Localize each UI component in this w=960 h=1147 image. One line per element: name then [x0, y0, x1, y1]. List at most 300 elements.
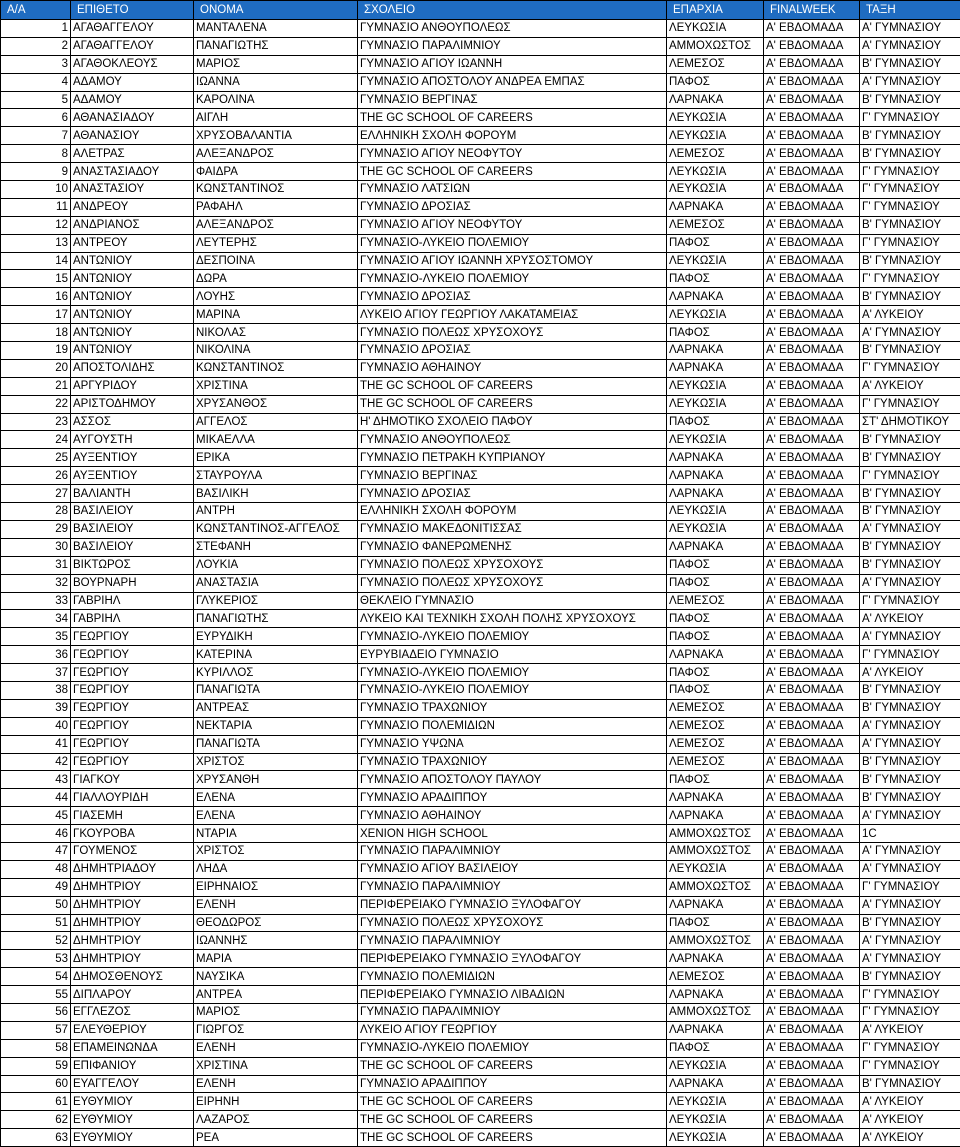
district-cell: ΛΕΥΚΩΣΙΑ: [667, 1093, 764, 1111]
row-number: 56: [1, 1003, 71, 1021]
row-number: 10: [1, 181, 71, 199]
surname-cell: ΓΙΑΓΚΟΥ: [71, 771, 194, 789]
district-cell: ΛΑΡΝΑΚΑ: [667, 789, 764, 807]
row-number: 25: [1, 449, 71, 467]
table-row: [1, 198, 960, 216]
school-cell: ΠΕΡΙΦΕΡΕΙΑΚΟ ΓΥΜΝΑΣΙΟ ΛΙΒΑΔΙΩΝ: [358, 986, 667, 1004]
surname-cell: ΓΕΩΡΓΙΟΥ: [71, 646, 194, 664]
surname-cell: ΒΙΚΤΩΡΟΣ: [71, 556, 194, 574]
surname-cell: ΔΗΜΗΤΡΙΟΥ: [71, 878, 194, 896]
table-row: [1, 306, 960, 324]
district-cell: ΛΕΜΕΣΟΣ: [667, 592, 764, 610]
surname-cell: ΔΗΜΟΣΘΕΝΟΥΣ: [71, 968, 194, 986]
name-cell: ΛΟΥΚΙΑ: [194, 556, 358, 574]
name-cell: ΠΑΝΑΓΙΩΤΑ: [194, 735, 358, 753]
row-number: 46: [1, 825, 71, 843]
district-cell: ΠΑΦΟΣ: [667, 914, 764, 932]
surname-cell: ΔΗΜΗΤΡΙΟΥ: [71, 896, 194, 914]
row-number: 21: [1, 377, 71, 395]
school-cell: ΓΥΜΝΑΣΙΟ ΠΟΛΕΜΙΔΙΩΝ: [358, 968, 667, 986]
row-number: 17: [1, 306, 71, 324]
finalweek-cell: Α' ΕΒΔΟΜΑΔΑ: [764, 807, 860, 825]
table-row: [1, 896, 960, 914]
surname-cell: ΓΕΩΡΓΙΟΥ: [71, 753, 194, 771]
school-cell: ΓΥΜΝΑΣΙΟ-ΛΥΚΕΙΟ ΠΟΛΕΜΙΟΥ: [358, 234, 667, 252]
district-cell: ΛΕΥΚΩΣΙΑ: [667, 860, 764, 878]
table-row: [1, 359, 960, 377]
row-number: 2: [1, 37, 71, 55]
name-cell: ΔΕΣΠΟΙΝΑ: [194, 252, 358, 270]
row-number: 4: [1, 73, 71, 91]
row-number: 23: [1, 413, 71, 431]
grade-cell: Β' ΓΥΜΝΑΣΙΟΥ: [860, 503, 960, 521]
name-cell: ΝΑΥΣΙΚΑ: [194, 968, 358, 986]
finalweek-cell: Α' ΕΒΔΟΜΑΔΑ: [764, 610, 860, 628]
grade-cell: ΣΤ' ΔΗΜΟΤΙΚΟΥ: [860, 413, 960, 431]
school-cell: ΓΥΜΝΑΣΙΟ ΑΓΙΟΥ ΒΑΣΙΛΕΙΟΥ: [358, 860, 667, 878]
surname-cell: ΔΙΠΛΑΡΟΥ: [71, 986, 194, 1004]
school-cell: ΓΥΜΝΑΣΙΟ ΠΟΛΕΩΣ ΧΡΥΣΟΧΟΥΣ: [358, 324, 667, 342]
school-cell: ΠΕΡΙΦΕΡΕΙΑΚΟ ΓΥΜΝΑΣΙΟ ΞΥΛΟΦΑΓΟΥ: [358, 896, 667, 914]
surname-cell: ΑΝΤΡΕΟΥ: [71, 234, 194, 252]
grade-cell: Γ' ΓΥΜΝΑΣΙΟΥ: [860, 109, 960, 127]
district-cell: ΛΑΡΝΑΚΑ: [667, 896, 764, 914]
school-cell: ΕΛΛΗΝΙΚΗ ΣΧΟΛΗ ΦΟΡΟΥΜ: [358, 127, 667, 145]
district-cell: ΛΑΡΝΑΚΑ: [667, 198, 764, 216]
grade-cell: Γ' ΓΥΜΝΑΣΙΟΥ: [860, 1039, 960, 1057]
name-cell: ΕΛΕΝΗ: [194, 896, 358, 914]
table-row: [1, 842, 960, 860]
school-cell: ΓΥΜΝΑΣΙΟ ΠΑΡΑΛΙΜΝΙΟΥ: [358, 1003, 667, 1021]
table-row: [1, 968, 960, 986]
surname-cell: ΑΓΑΘΑΓΓΕΛΟΥ: [71, 20, 194, 38]
finalweek-cell: Α' ΕΒΔΟΜΑΔΑ: [764, 646, 860, 664]
name-cell: ΛΗΔΑ: [194, 860, 358, 878]
table-row: [1, 592, 960, 610]
district-cell: ΛΑΡΝΑΚΑ: [667, 91, 764, 109]
table-row: [1, 467, 960, 485]
name-cell: ΙΩΑΝΝΗΣ: [194, 932, 358, 950]
row-number: 41: [1, 735, 71, 753]
district-cell: ΛΑΡΝΑΚΑ: [667, 950, 764, 968]
district-cell: ΠΑΦΟΣ: [667, 628, 764, 646]
table-row: [1, 395, 960, 413]
grade-cell: Β' ΓΥΜΝΑΣΙΟΥ: [860, 968, 960, 986]
name-cell: ΒΑΣΙΛΙΚΗ: [194, 485, 358, 503]
grade-cell: Β' ΓΥΜΝΑΣΙΟΥ: [860, 485, 960, 503]
row-number: 13: [1, 234, 71, 252]
school-cell: ΓΥΜΝΑΣΙΟ ΑΝΘΟΥΠΟΛΕΩΣ: [358, 20, 667, 38]
district-cell: ΛΕΥΚΩΣΙΑ: [667, 1111, 764, 1129]
table-body: [1, 20, 960, 1147]
name-cell: ΙΩΑΝΝΑ: [194, 73, 358, 91]
row-number: 37: [1, 664, 71, 682]
table-row: [1, 1057, 960, 1075]
table-row: [1, 878, 960, 896]
grade-cell: Β' ΓΥΜΝΑΣΙΟΥ: [860, 252, 960, 270]
header-finalweek: FINALWEEK: [764, 1, 860, 20]
district-cell: ΑΜΜΟΧΩΣΤΟΣ: [667, 932, 764, 950]
header-grade: ΤΑΞΗ: [860, 1, 960, 20]
table-row: [1, 932, 960, 950]
row-number: 9: [1, 163, 71, 181]
grade-cell: Α' ΓΥΜΝΑΣΙΟΥ: [860, 807, 960, 825]
table-row: [1, 610, 960, 628]
school-cell: ΛΥΚΕΙΟ ΑΓΙΟΥ ΓΕΩΡΓΙΟΥ ΛΑΚΑΤΑΜΕΙΑΣ: [358, 306, 667, 324]
table-row: [1, 234, 960, 252]
surname-cell: ΕΥΘΥΜΙΟΥ: [71, 1111, 194, 1129]
name-cell: ΑΝΤΡΕΑΣ: [194, 699, 358, 717]
finalweek-cell: Α' ΕΒΔΟΜΑΔΑ: [764, 324, 860, 342]
district-cell: ΛΕΥΚΩΣΙΑ: [667, 181, 764, 199]
grade-cell: Β' ΓΥΜΝΑΣΙΟΥ: [860, 789, 960, 807]
name-cell: ΠΑΝΑΓΙΩΤΗΣ: [194, 610, 358, 628]
district-cell: ΑΜΜΟΧΩΣΤΟΣ: [667, 1003, 764, 1021]
surname-cell: ΔΗΜΗΤΡΙΟΥ: [71, 914, 194, 932]
grade-cell: Β' ΓΥΜΝΑΣΙΟΥ: [860, 681, 960, 699]
grade-cell: Γ' ΓΥΜΝΑΣΙΟΥ: [860, 467, 960, 485]
row-number: 31: [1, 556, 71, 574]
row-number: 45: [1, 807, 71, 825]
surname-cell: ΑΔΑΜΟΥ: [71, 73, 194, 91]
grade-cell: Γ' ΓΥΜΝΑΣΙΟΥ: [860, 163, 960, 181]
school-cell: ΓΥΜΝΑΣΙΟ ΑΓΙΟΥ ΙΩΑΝΝΗ: [358, 55, 667, 73]
school-cell: THE GC SCHOOL OF CAREERS: [358, 1057, 667, 1075]
school-cell: ΓΥΜΝΑΣΙΟ ΥΨΩΝΑ: [358, 735, 667, 753]
surname-cell: ΑΡΙΣΤΟΔΗΜΟΥ: [71, 395, 194, 413]
name-cell: ΧΡΙΣΤΙΝΑ: [194, 377, 358, 395]
district-cell: ΛΕΥΚΩΣΙΑ: [667, 109, 764, 127]
finalweek-cell: Α' ΕΒΔΟΜΑΔΑ: [764, 198, 860, 216]
name-cell: ΛΕΥΤΕΡΗΣ: [194, 234, 358, 252]
school-cell: ΓΥΜΝΑΣΙΟ ΛΑΤΣΙΩΝ: [358, 181, 667, 199]
table-row: [1, 342, 960, 360]
header-row: [1, 1, 960, 20]
name-cell: ΘΕΟΔΩΡΟΣ: [194, 914, 358, 932]
finalweek-cell: Α' ΕΒΔΟΜΑΔΑ: [764, 538, 860, 556]
finalweek-cell: Α' ΕΒΔΟΜΑΔΑ: [764, 20, 860, 38]
row-number: 5: [1, 91, 71, 109]
row-number: 39: [1, 699, 71, 717]
row-number: 51: [1, 914, 71, 932]
finalweek-cell: Α' ΕΒΔΟΜΑΔΑ: [764, 664, 860, 682]
row-number: 6: [1, 109, 71, 127]
surname-cell: ΑΥΞΕΝΤΙΟΥ: [71, 467, 194, 485]
school-cell: ΓΥΜΝΑΣΙΟ ΑΓΙΟΥ ΝΕΟΦΥΤΟΥ: [358, 145, 667, 163]
district-cell: ΠΑΦΟΣ: [667, 73, 764, 91]
finalweek-cell: Α' ΕΒΔΟΜΑΔΑ: [764, 1021, 860, 1039]
row-number: 53: [1, 950, 71, 968]
grade-cell: Β' ΓΥΜΝΑΣΙΟΥ: [860, 127, 960, 145]
finalweek-cell: Α' ΕΒΔΟΜΑΔΑ: [764, 860, 860, 878]
surname-cell: ΓΕΩΡΓΙΟΥ: [71, 664, 194, 682]
school-cell: ΓΥΜΝΑΣΙΟ ΑΓΙΟΥ ΝΕΟΦΥΤΟΥ: [358, 216, 667, 234]
surname-cell: ΑΘΑΝΑΣΙΑΔΟΥ: [71, 109, 194, 127]
surname-cell: ΕΠΑΜΕΙΝΩΝΔΑ: [71, 1039, 194, 1057]
table-row: [1, 127, 960, 145]
header-aa: Α/Α: [1, 1, 71, 20]
finalweek-cell: Α' ΕΒΔΟΜΑΔΑ: [764, 574, 860, 592]
name-cell: ΜΑΡΙΟΣ: [194, 55, 358, 73]
school-cell: ΓΥΜΝΑΣΙΟ ΔΡΟΣΙΑΣ: [358, 288, 667, 306]
name-cell: ΧΡΥΣΑΝΘΟΣ: [194, 395, 358, 413]
table-row: [1, 646, 960, 664]
school-cell: ΓΥΜΝΑΣΙΟ ΑΘΗΑΙΝΟΥ: [358, 807, 667, 825]
surname-cell: ΑΛΕΤΡΑΣ: [71, 145, 194, 163]
district-cell: ΛΕΜΕΣΟΣ: [667, 968, 764, 986]
grade-cell: Α' ΛΥΚΕΙΟΥ: [860, 1093, 960, 1111]
school-cell: ΓΥΜΝΑΣΙΟ ΦΑΝΕΡΩΜΕΝΗΣ: [358, 538, 667, 556]
name-cell: ΕΛΕΝΗ: [194, 1075, 358, 1093]
row-number: 55: [1, 986, 71, 1004]
name-cell: ΑΝΑΣΤΑΣΙΑ: [194, 574, 358, 592]
table-row: [1, 1093, 960, 1111]
finalweek-cell: Α' ΕΒΔΟΜΑΔΑ: [764, 592, 860, 610]
grade-cell: Α' ΛΥΚΕΙΟΥ: [860, 610, 960, 628]
district-cell: ΛΑΡΝΑΚΑ: [667, 807, 764, 825]
district-cell: ΠΑΦΟΣ: [667, 610, 764, 628]
finalweek-cell: Α' ΕΒΔΟΜΑΔΑ: [764, 91, 860, 109]
table-row: [1, 628, 960, 646]
table-row: [1, 216, 960, 234]
table-row: [1, 717, 960, 735]
grade-cell: Γ' ΓΥΜΝΑΣΙΟΥ: [860, 359, 960, 377]
name-cell: ΝΕΚΤΑΡΙΑ: [194, 717, 358, 735]
row-number: 18: [1, 324, 71, 342]
name-cell: ΝΤΑΡΙΑ: [194, 825, 358, 843]
row-number: 22: [1, 395, 71, 413]
district-cell: ΛΕΜΕΣΟΣ: [667, 55, 764, 73]
finalweek-cell: Α' ΕΒΔΟΜΑΔΑ: [764, 37, 860, 55]
finalweek-cell: Α' ΕΒΔΟΜΑΔΑ: [764, 789, 860, 807]
grade-cell: Β' ΓΥΜΝΑΣΙΟΥ: [860, 771, 960, 789]
name-cell: ΜΑΡΙΑ: [194, 950, 358, 968]
surname-cell: ΒΑΣΙΛΕΙΟΥ: [71, 520, 194, 538]
name-cell: ΑΛΕΞΑΝΔΡΟΣ: [194, 216, 358, 234]
row-number: 1: [1, 20, 71, 38]
surname-cell: ΒΟΥΡΝΑΡΗ: [71, 574, 194, 592]
name-cell: ΡΕΑ: [194, 1129, 358, 1147]
district-cell: ΠΑΦΟΣ: [667, 270, 764, 288]
district-cell: ΛΕΜΕΣΟΣ: [667, 717, 764, 735]
school-cell: ΓΥΜΝΑΣΙΟ ΤΡΑΧΩΝΙΟΥ: [358, 753, 667, 771]
finalweek-cell: Α' ΕΒΔΟΜΑΔΑ: [764, 270, 860, 288]
row-number: 57: [1, 1021, 71, 1039]
school-cell: ΓΥΜΝΑΣΙΟ ΔΡΟΣΙΑΣ: [358, 485, 667, 503]
finalweek-cell: Α' ΕΒΔΟΜΑΔΑ: [764, 842, 860, 860]
name-cell: ΓΛΥΚΕΡΙΟΣ: [194, 592, 358, 610]
table-row: [1, 449, 960, 467]
table-row: [1, 825, 960, 843]
school-cell: THE GC SCHOOL OF CAREERS: [358, 1129, 667, 1147]
district-cell: ΛΑΡΝΑΚΑ: [667, 1075, 764, 1093]
school-cell: ΓΥΜΝΑΣΙΟ ΠΑΡΑΛΙΜΝΙΟΥ: [358, 842, 667, 860]
table-row: [1, 753, 960, 771]
district-cell: ΛΑΡΝΑΚΑ: [667, 342, 764, 360]
finalweek-cell: Α' ΕΒΔΟΜΑΔΑ: [764, 467, 860, 485]
finalweek-cell: Α' ΕΒΔΟΜΑΔΑ: [764, 878, 860, 896]
finalweek-cell: Α' ΕΒΔΟΜΑΔΑ: [764, 342, 860, 360]
school-cell: ΕΛΛΗΝΙΚΗ ΣΧΟΛΗ ΦΟΡΟΥΜ: [358, 503, 667, 521]
grade-cell: Α' ΓΥΜΝΑΣΙΟΥ: [860, 574, 960, 592]
surname-cell: ΓΕΩΡΓΙΟΥ: [71, 717, 194, 735]
district-cell: ΛΕΜΕΣΟΣ: [667, 145, 764, 163]
surname-cell: ΓΕΩΡΓΙΟΥ: [71, 628, 194, 646]
grade-cell: Α' ΓΥΜΝΑΣΙΟΥ: [860, 73, 960, 91]
surname-cell: ΑΔΑΜΟΥ: [71, 91, 194, 109]
name-cell: ΦΑΙΔΡΑ: [194, 163, 358, 181]
table-row: [1, 37, 960, 55]
name-cell: ΑΛΕΞΑΝΔΡΟΣ: [194, 145, 358, 163]
school-cell: ΓΥΜΝΑΣΙΟ ΠΟΛΕΜΙΔΙΩΝ: [358, 717, 667, 735]
name-cell: ΚΑΤΕΡΙΝΑ: [194, 646, 358, 664]
finalweek-cell: Α' ΕΒΔΟΜΑΔΑ: [764, 556, 860, 574]
surname-cell: ΓΙΑΣΕΜΗ: [71, 807, 194, 825]
district-cell: ΛΕΜΕΣΟΣ: [667, 735, 764, 753]
grade-cell: Β' ΓΥΜΝΑΣΙΟΥ: [860, 342, 960, 360]
finalweek-cell: Α' ΕΒΔΟΜΑΔΑ: [764, 932, 860, 950]
surname-cell: ΓΕΩΡΓΙΟΥ: [71, 735, 194, 753]
finalweek-cell: Α' ΕΒΔΟΜΑΔΑ: [764, 825, 860, 843]
table-row: [1, 431, 960, 449]
finalweek-cell: Α' ΕΒΔΟΜΑΔΑ: [764, 681, 860, 699]
row-number: 36: [1, 646, 71, 664]
school-cell: ΓΥΜΝΑΣΙΟ-ΛΥΚΕΙΟ ΠΟΛΕΜΙΟΥ: [358, 1039, 667, 1057]
name-cell: ΑΝΤΡΗ: [194, 503, 358, 521]
row-number: 40: [1, 717, 71, 735]
surname-cell: ΓΟΥΜΕΝΟΣ: [71, 842, 194, 860]
district-cell: ΑΜΜΟΧΩΣΤΟΣ: [667, 842, 764, 860]
surname-cell: ΓΕΩΡΓΙΟΥ: [71, 699, 194, 717]
school-cell: ΓΥΜΝΑΣΙΟ ΠΟΛΕΩΣ ΧΡΥΣΟΧΟΥΣ: [358, 914, 667, 932]
district-cell: ΠΑΦΟΣ: [667, 681, 764, 699]
finalweek-cell: Α' ΕΒΔΟΜΑΔΑ: [764, 1129, 860, 1147]
finalweek-cell: Α' ΕΒΔΟΜΑΔΑ: [764, 628, 860, 646]
finalweek-cell: Α' ΕΒΔΟΜΑΔΑ: [764, 145, 860, 163]
school-cell: ΓΥΜΝΑΣΙΟ ΤΡΑΧΩΝΙΟΥ: [358, 699, 667, 717]
surname-cell: ΒΑΣΙΛΕΙΟΥ: [71, 538, 194, 556]
finalweek-cell: Α' ΕΒΔΟΜΑΔΑ: [764, 1039, 860, 1057]
name-cell: ΕΙΡΗΝΗ: [194, 1093, 358, 1111]
table-row: [1, 556, 960, 574]
name-cell: ΑΝΤΡΕΑ: [194, 986, 358, 1004]
finalweek-cell: Α' ΕΒΔΟΜΑΔΑ: [764, 1111, 860, 1129]
district-cell: ΑΜΜΟΧΩΣΤΟΣ: [667, 37, 764, 55]
surname-cell: ΒΑΛΙΑΝΤΗ: [71, 485, 194, 503]
surname-cell: ΓΕΩΡΓΙΟΥ: [71, 681, 194, 699]
name-cell: ΧΡΙΣΤΟΣ: [194, 842, 358, 860]
name-cell: ΛΑΖΑΡΟΣ: [194, 1111, 358, 1129]
table-row: [1, 664, 960, 682]
name-cell: ΧΡΙΣΤΟΣ: [194, 753, 358, 771]
row-number: 43: [1, 771, 71, 789]
name-cell: ΚΑΡΟΛΙΝΑ: [194, 91, 358, 109]
grade-cell: Β' ΓΥΜΝΑΣΙΟΥ: [860, 55, 960, 73]
grade-cell: Β' ΓΥΜΝΑΣΙΟΥ: [860, 538, 960, 556]
grade-cell: Α' ΛΥΚΕΙΟΥ: [860, 1129, 960, 1147]
finalweek-cell: Α' ΕΒΔΟΜΑΔΑ: [764, 449, 860, 467]
row-number: 61: [1, 1093, 71, 1111]
surname-cell: ΓΚΟΥΡΟΒΑ: [71, 825, 194, 843]
grade-cell: Β' ΓΥΜΝΑΣΙΟΥ: [860, 753, 960, 771]
district-cell: ΠΑΦΟΣ: [667, 556, 764, 574]
surname-cell: ΑΝΤΩΝΙΟΥ: [71, 270, 194, 288]
surname-cell: ΑΝΤΩΝΙΟΥ: [71, 252, 194, 270]
grade-cell: Γ' ΓΥΜΝΑΣΙΟΥ: [860, 986, 960, 1004]
school-cell: THE GC SCHOOL OF CAREERS: [358, 163, 667, 181]
finalweek-cell: Α' ΕΒΔΟΜΑΔΑ: [764, 735, 860, 753]
district-cell: ΑΜΜΟΧΩΣΤΟΣ: [667, 825, 764, 843]
grade-cell: Α' ΓΥΜΝΑΣΙΟΥ: [860, 20, 960, 38]
surname-cell: ΓΑΒΡΙΗΛ: [71, 610, 194, 628]
district-cell: ΛΕΥΚΩΣΙΑ: [667, 377, 764, 395]
name-cell: ΣΤΕΦΑΝΗ: [194, 538, 358, 556]
surname-cell: ΑΝΑΣΤΑΣΙΑΔΟΥ: [71, 163, 194, 181]
district-cell: ΛΕΥΚΩΣΙΑ: [667, 163, 764, 181]
table-row: [1, 950, 960, 968]
row-number: 58: [1, 1039, 71, 1057]
finalweek-cell: Α' ΕΒΔΟΜΑΔΑ: [764, 288, 860, 306]
grade-cell: Β' ΓΥΜΝΑΣΙΟΥ: [860, 91, 960, 109]
row-number: 52: [1, 932, 71, 950]
name-cell: ΜΑΝΤΑΛΕΝΑ: [194, 20, 358, 38]
grade-cell: Β' ΓΥΜΝΑΣΙΟΥ: [860, 216, 960, 234]
name-cell: ΕΙΡΗΝΑΙΟΣ: [194, 878, 358, 896]
table-row: [1, 986, 960, 1004]
school-cell: XENION HIGH SCHOOL: [358, 825, 667, 843]
school-cell: ΓΥΜΝΑΣΙΟ ΑΓΙΟΥ ΙΩΑΝΝΗ ΧΡΥΣΟΣΤΟΜΟΥ: [358, 252, 667, 270]
header-name: ΟΝΟΜΑ: [194, 1, 358, 20]
grade-cell: Β' ΓΥΜΝΑΣΙΟΥ: [860, 288, 960, 306]
finalweek-cell: Α' ΕΒΔΟΜΑΔΑ: [764, 127, 860, 145]
finalweek-cell: Α' ΕΒΔΟΜΑΔΑ: [764, 431, 860, 449]
surname-cell: ΑΠΟΣΤΟΛΙΔΗΣ: [71, 359, 194, 377]
school-cell: ΓΥΜΝΑΣΙΟ ΒΕΡΓΙΝΑΣ: [358, 467, 667, 485]
surname-cell: ΔΗΜΗΤΡΙΑΔΟΥ: [71, 860, 194, 878]
grade-cell: Γ' ΓΥΜΝΑΣΙΟΥ: [860, 646, 960, 664]
row-number: 8: [1, 145, 71, 163]
name-cell: ΠΑΝΑΓΙΩΤΗΣ: [194, 37, 358, 55]
grade-cell: Α' ΓΥΜΝΑΣΙΟΥ: [860, 324, 960, 342]
grade-cell: Β' ΓΥΜΝΑΣΙΟΥ: [860, 699, 960, 717]
name-cell: ΠΑΝΑΓΙΩΤΑ: [194, 681, 358, 699]
district-cell: ΠΑΦΟΣ: [667, 1039, 764, 1057]
district-cell: ΛΑΡΝΑΚΑ: [667, 538, 764, 556]
school-cell: ΘΕΚΛΕΙΟ ΓΥΜΝΑΣΙΟ: [358, 592, 667, 610]
table-row: [1, 163, 960, 181]
row-number: 59: [1, 1057, 71, 1075]
table-row: [1, 1039, 960, 1057]
finalweek-cell: Α' ΕΒΔΟΜΑΔΑ: [764, 306, 860, 324]
surname-cell: ΕΥΘΥΜΙΟΥ: [71, 1129, 194, 1147]
finalweek-cell: Α' ΕΒΔΟΜΑΔΑ: [764, 699, 860, 717]
table-row: [1, 574, 960, 592]
grade-cell: Α' ΛΥΚΕΙΟΥ: [860, 377, 960, 395]
grade-cell: Α' ΓΥΜΝΑΣΙΟΥ: [860, 520, 960, 538]
table-row: [1, 771, 960, 789]
finalweek-cell: Α' ΕΒΔΟΜΑΔΑ: [764, 109, 860, 127]
surname-cell: ΕΥΘΥΜΙΟΥ: [71, 1093, 194, 1111]
finalweek-cell: Α' ΕΒΔΟΜΑΔΑ: [764, 717, 860, 735]
name-cell: ΚΩΝΣΤΑΝΤΙΝΟΣ: [194, 359, 358, 377]
table-row: [1, 485, 960, 503]
surname-cell: ΕΥΑΓΓΕΛΟΥ: [71, 1075, 194, 1093]
table-row: [1, 789, 960, 807]
surname-cell: ΓΙΑΛΛΟΥΡΙΔΗ: [71, 789, 194, 807]
surname-cell: ΑΝΑΣΤΑΣΙΟΥ: [71, 181, 194, 199]
district-cell: ΛΑΡΝΑΚΑ: [667, 288, 764, 306]
table-row: [1, 503, 960, 521]
